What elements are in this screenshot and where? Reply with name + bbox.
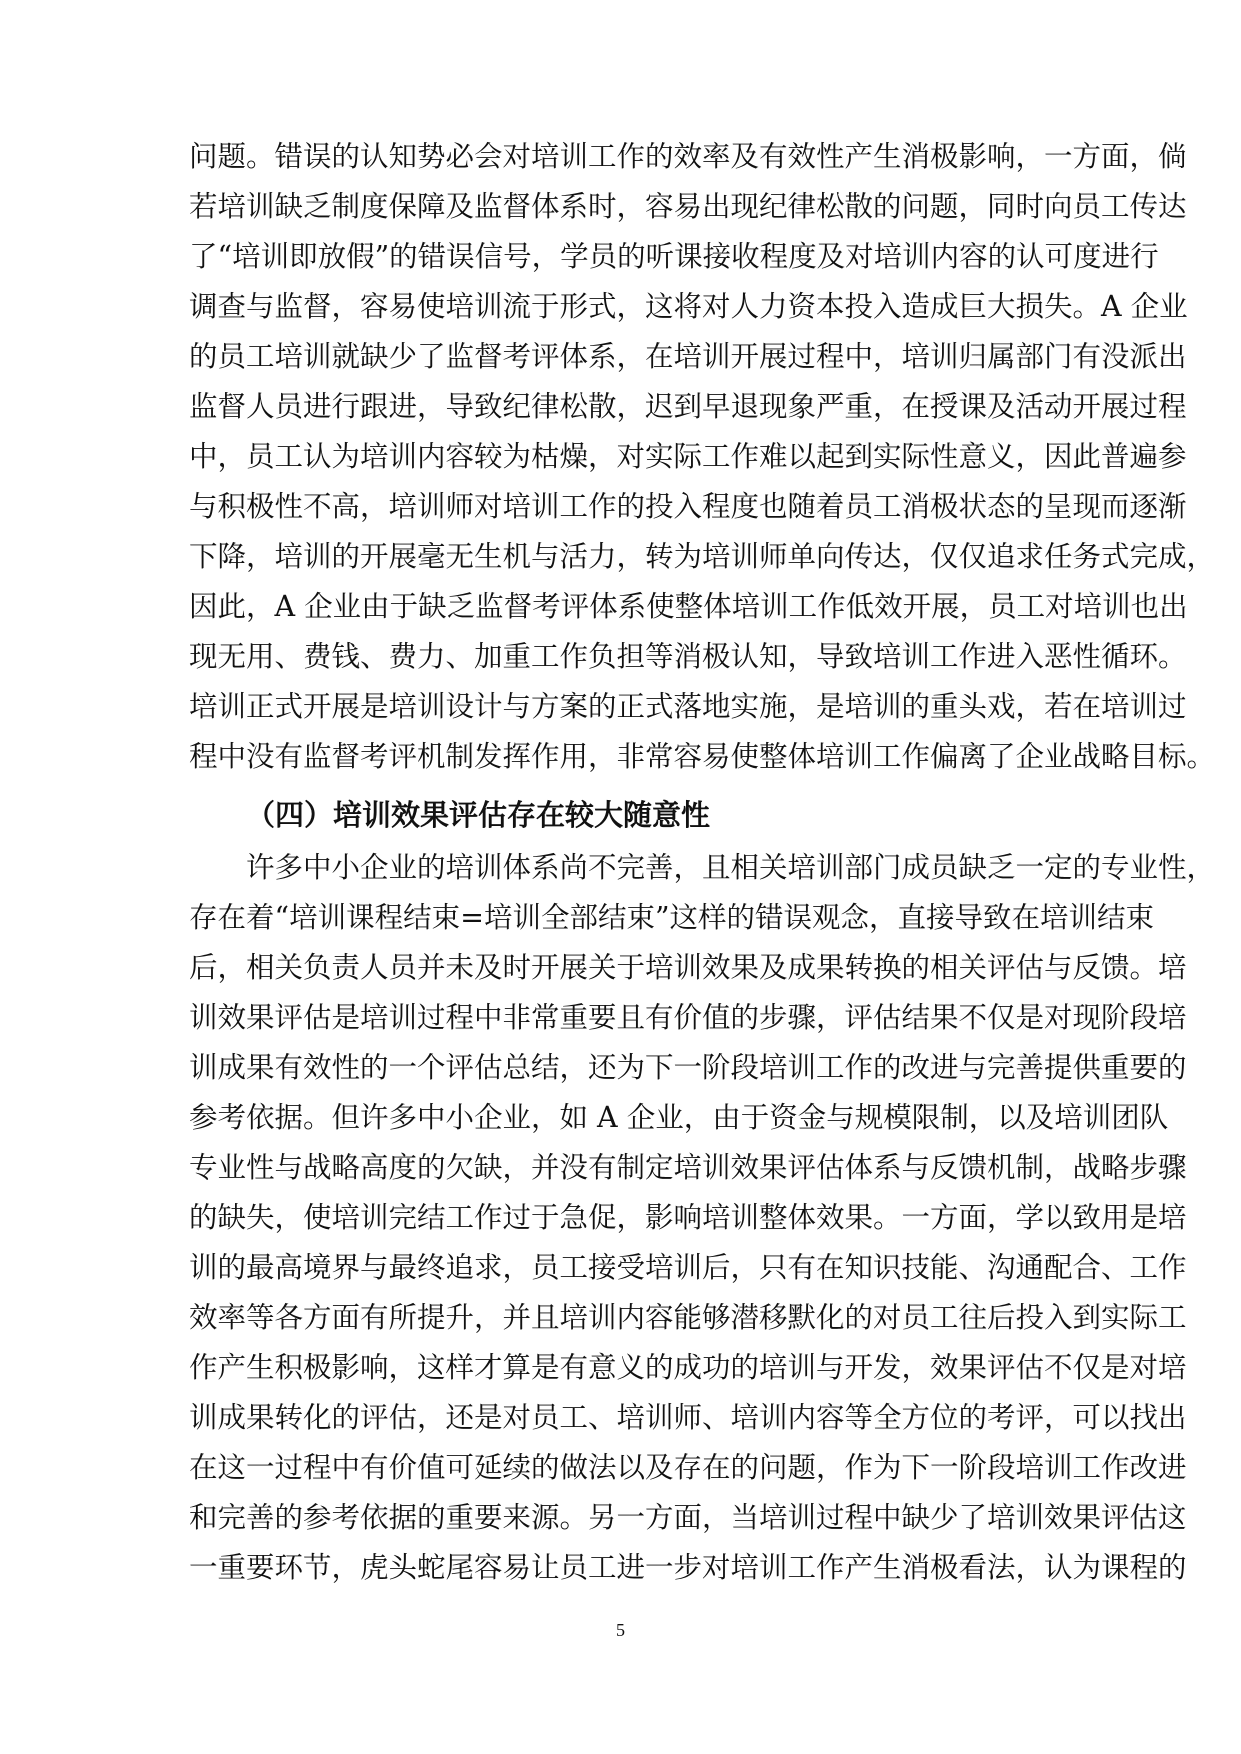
text-line: 许多中小企业的培训体系尚不完善，且相关培训部门成员缺乏一定的专业性， — [246, 851, 1216, 884]
text-line: 存在着“培训课程结束=培训全部结束”这样的错误观念，直接导致在培训结束 — [189, 901, 1155, 934]
text-line: 因此，A 企业由于缺乏监督考评体系使整体培训工作低效开展，员工对培训也出 — [189, 590, 1188, 623]
text-line: 中，员工认为培训内容较为枯燥，对实际工作难以起到实际性意义，因此普遍参 — [189, 440, 1187, 473]
text-line: 下降，培训的开展毫无生机与活力，转为培训师单向传达，仅仅追求任务式完成， — [189, 540, 1216, 573]
page-number: 5 — [616, 1620, 625, 1640]
text-line: 和完善的参考依据的重要来源。另一方面，当培训过程中缺少了培训效果评估这 — [189, 1501, 1187, 1534]
text-line: 了“培训即放假”的错误信号，学员的听课接收程度及对培训内容的认可度进行 — [189, 240, 1159, 273]
text-line: 效率等各方面有所提升，并且培训内容能够潜移默化的对员工往后投入到实际工 — [189, 1301, 1187, 1334]
text-line: 一重要环节，虎头蛇尾容易让员工进一步对培训工作产生消极看法，认为课程的 — [189, 1551, 1187, 1584]
text-line: 监督人员进行跟进，导致纪律松散，迟到早退现象严重，在授课及活动开展过程 — [189, 390, 1187, 423]
text-line: 的员工培训就缺少了监督考评体系，在培训开展过程中，培训归属部门有没派出 — [189, 340, 1187, 373]
text-line: 作产生积极影响，这样才算是有意义的成功的培训与开发，效果评估不仅是对培 — [189, 1351, 1187, 1384]
text-line: 的缺失，使培训完结工作过于急促，影响培训整体效果。一方面，学以致用是培 — [189, 1201, 1187, 1234]
text-line: 专业性与战略高度的欠缺，并没有制定培训效果评估体系与反馈机制，战略步骤 — [189, 1151, 1187, 1184]
text-line: 调查与监督，容易使培训流于形式，这将对人力资本投入造成巨大损失。A 企业 — [189, 290, 1188, 323]
text-line: 后，相关负责人员并未及时开展关于培训效果及成果转换的相关评估与反馈。培 — [189, 951, 1187, 984]
text-line: 现无用、费钱、费力、加重工作负担等消极认知，导致培训工作进入恶性循环。 — [189, 640, 1187, 673]
text-line: 问题。错误的认知势必会对培训工作的效率及有效性产生消极影响，一方面，倘 — [189, 140, 1187, 173]
text-line: 与积极性不高，培训师对培训工作的投入程度也随着员工消极状态的呈现而逐渐 — [189, 490, 1187, 523]
text-line: 培训正式开展是培训设计与方案的正式落地实施，是培训的重头戏，若在培训过 — [189, 690, 1187, 723]
section-heading: （四）培训效果评估存在较大随意性 — [246, 798, 711, 832]
text-line: 若培训缺乏制度保障及监督体系时，容易出现纪律松散的问题，同时向员工传达 — [189, 190, 1187, 223]
text-line: 训效果评估是培训过程中非常重要且有价值的步骤，评估结果不仅是对现阶段培 — [189, 1001, 1187, 1034]
text-line: 训的最高境界与最终追求，员工接受培训后，只有在知识技能、沟通配合、工作 — [189, 1251, 1187, 1284]
text-line: 程中没有监督考评机制发挥作用，非常容易使整体培训工作偏离了企业战略目标。 — [189, 740, 1216, 773]
text-line: 在这一过程中有价值可延续的做法以及存在的问题，作为下一阶段培训工作改进 — [189, 1451, 1187, 1484]
text-line: 训成果有效性的一个评估总结，还为下一阶段培训工作的改进与完善提供重要的 — [189, 1051, 1187, 1084]
text-line: 训成果转化的评估，还是对员工、培训师、培训内容等全方位的考评，可以找出 — [189, 1401, 1187, 1434]
text-line: 参考依据。但许多中小企业，如 A 企业，由于资金与规模限制，以及培训团队 — [189, 1101, 1169, 1134]
